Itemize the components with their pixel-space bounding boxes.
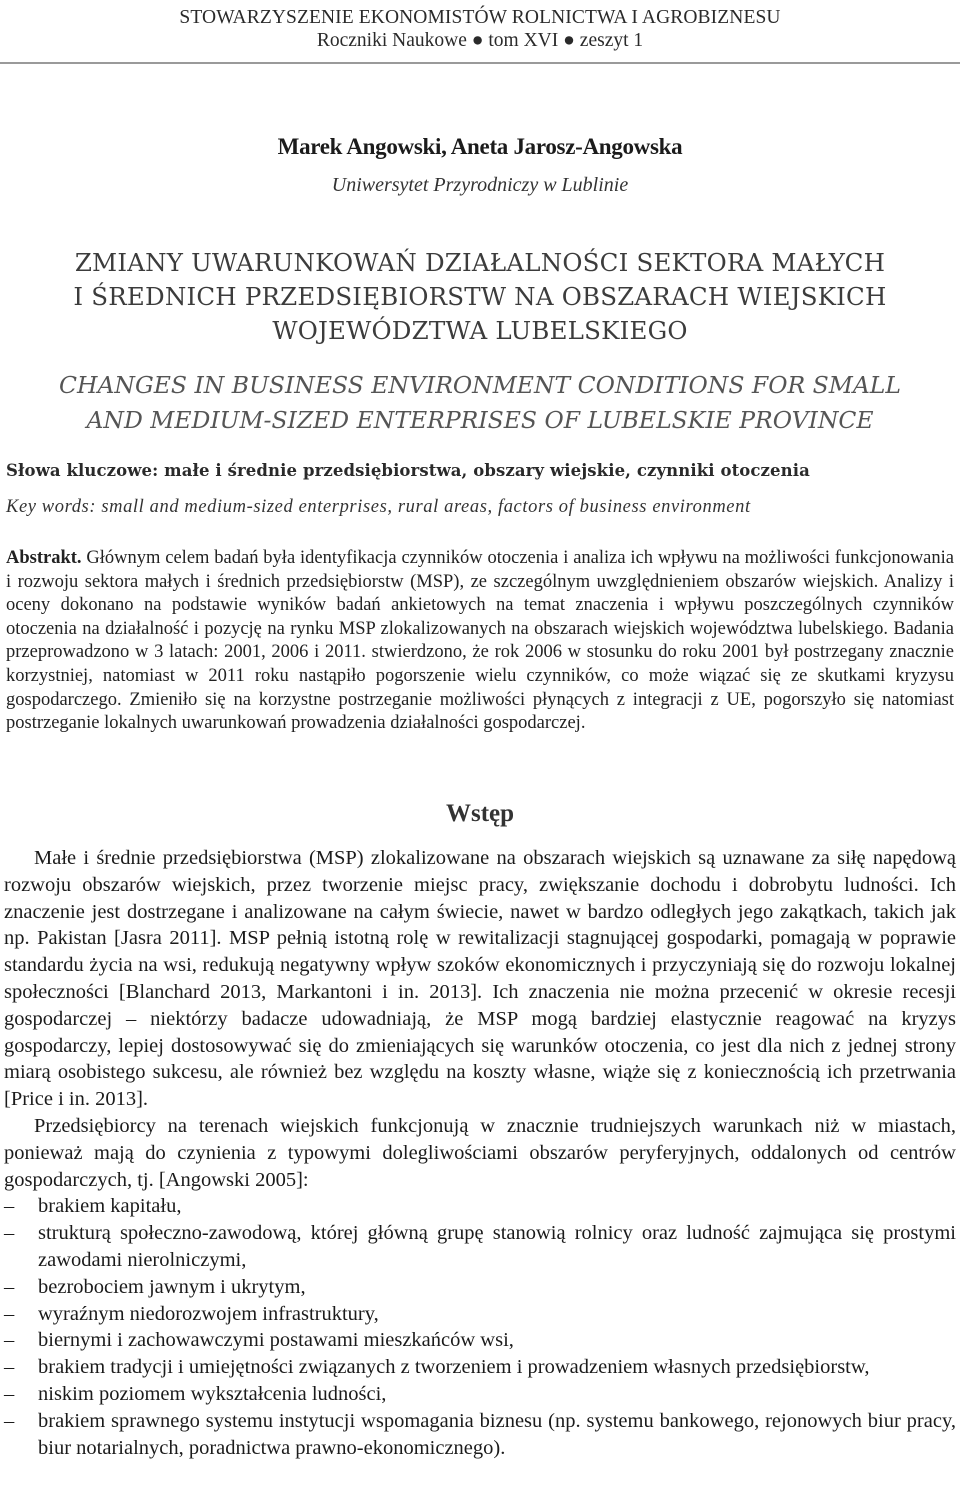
abstract-label: Abstrakt. <box>6 548 82 568</box>
header-divider <box>0 62 960 64</box>
list-item-text: wyraźnym niedorozwojem infrastruktury, <box>38 1302 379 1325</box>
affiliation: Uniwersytet Przyrodniczy w Lublinie <box>331 174 629 196</box>
volume-number: tom XVI <box>488 30 559 51</box>
dash-bullet: – <box>4 1275 15 1298</box>
factor-list <box>4 1193 956 1461</box>
keywords-polish: Słowa kluczowe: małe i średnie przedsiębiorstwa, obszary wiejskie, czynniki otoczenia <box>6 461 810 480</box>
body-text <box>4 845 956 1461</box>
section-title: Wstęp <box>445 800 515 827</box>
journal-volume-line <box>0 29 960 53</box>
dash-bullet: – <box>4 1356 15 1379</box>
title-polish-line: WOJEWÓDZTWA LUBELSKIEGO <box>272 316 688 345</box>
list-item-text: biernymi i zachowawczymi postawami mieszkańców wsi, <box>38 1329 514 1352</box>
bullet-separator: ● <box>471 30 484 51</box>
title-english-line: CHANGES IN BUSINESS ENVIRONMENT CONDITIONS FOR SMALL <box>58 371 902 399</box>
list-item <box>4 1193 956 1220</box>
dash-bullet: – <box>4 1382 15 1405</box>
journal-name: Roczniki Naukowe <box>316 30 467 51</box>
list-item <box>4 1381 956 1408</box>
dash-bullet: – <box>4 1302 15 1325</box>
title-polish <box>0 246 960 348</box>
journal-header <box>0 0 960 53</box>
title-english-line: AND MEDIUM-SIZED ENTERPRISES OF LUBELSKIE PROVINCE <box>86 406 874 434</box>
list-item-text: brakiem tradycji i umiejętności związanych z tworzeniem i prowadzeniem własnych przedsiębiorstw, <box>38 1356 870 1379</box>
authors: Marek Angowski, Aneta Jarosz-Angowska <box>277 134 683 159</box>
list-item <box>4 1408 956 1462</box>
title-polish-line: I ŚREDNICH PRZEDSIĘBIORSTW NA OBSZARACH WIEJSKICH <box>73 282 887 311</box>
paragraph: Przedsiębiorcy na terenach wiejskich funkcjonują w znacznie trudniejszych warunkach niż w miastach, ponieważ mają do czynienia z typowymi dolegliwościami obszarów peryferyjnych, oddalonych od centrów gospodarczych, tj. [Angowski 2005]: <box>4 1114 956 1191</box>
list-item-text: brakiem kapitału, <box>38 1195 182 1218</box>
list-item-text: brakiem sprawnego systemu instytucji wspomagania biznesu (np. systemu bankowego, rejonowych biur pracy, biur notarialnych, poradnictwa prawno-ekonomicznego). <box>38 1409 956 1459</box>
title-english <box>0 368 960 438</box>
list-item <box>4 1274 956 1301</box>
list-item-text: niskim poziomem wykształcenia ludności, <box>38 1382 387 1405</box>
dash-bullet: – <box>4 1409 15 1432</box>
list-item <box>4 1220 956 1274</box>
list-item <box>4 1301 956 1328</box>
list-item <box>4 1327 956 1354</box>
dash-bullet: – <box>4 1195 15 1218</box>
abstract-text: Głównym celem badań była identyfikacja czynników otoczenia i analiza ich wpływu na możliwości funkcjonowania i rozwoju sektora małych i średnich przedsiębiorstw (MSP), ze szczególnym uwzględnieniem obszarów wiejskich. Analizy i oceny dokonano na podstawie wyników badań ankietowych na temat znaczenia i wpływu poszczególnych czynników otoczenia na działalność i pozycję na rynku MSP zlokalizowanych na obszarach wiejskich województwa lubelskiego. Badania przeprowadzono w 3 latach: 2001, 2006 i 2011. stwierdzono, że rok 2006 w stosunku do roku 2001 był postrzegany znacznie korzystniej, natomiast w 2011 roku nastąpiło pogorszenie wielu czynników, co może wiązać się ze skutkami kryzysu gospodarczego. Zmieniło się na korzystne postrzeganie możliwości płynących z integracji z UE, pogorszyło się natomiast postrzeganie lokalnych uwarunkowań prowadzenia działalności gospodarczej. <box>6 548 954 734</box>
abstract <box>6 547 954 736</box>
bullet-separator: ● <box>563 30 575 51</box>
society-name: STOWARZYSZENIE EKONOMISTÓW ROLNICTWA I AGROBIZNESU <box>179 7 781 28</box>
dash-bullet: – <box>4 1222 15 1245</box>
paragraph: Małe i średnie przedsiębiorstwa (MSP) zlokalizowane na obszarach wiejskich są uznawane za siłę napędową rozwoju obszarów wiejskich, przez tworzenie miejsc pracy, zwiększanie dochodu i dobrobytu ludności. Ich znaczenie jest dostrzegane i analizowane na całym świecie, nawet w bardzo odległych jego zakątkach, takich jak np. Pakistan [Jasra 2011]. MSP pełnią istotną rolę w rewitalizacji stagnującej gospodarki, pomagają w poprawie standardu życia na wsi, redukują negatywny wpływ szoków ekonomicznych i przyczyniają się do rozwoju lokalnej społeczności [Blanchard 2013, Markantoni i in. 2013]. Ich znaczenia nie można przecenić w okresie recesji gospodarczej – niektórzy badacze udowadniają, że MSP mogą bardziej elastycznie reagować na kryzys gospodarczy, lepiej dostosowywać się do zmieniających się warunków otoczenia, co jest dla nich z jednej strony miarą osobistego sukcesu, ale również bez względu na koszty własne, wiąże się z koniecznością ich przetrwania [Price i in. 2013]. <box>4 847 956 1111</box>
keywords-english: Key words: small and medium-sized enterprises, rural areas, factors of business environment <box>6 497 751 517</box>
issue-number: zeszyt 1 <box>579 30 644 51</box>
title-polish-line: ZMIANY UWARUNKOWAŃ DZIAŁALNOŚCI SEKTORA MAŁYCH <box>74 248 886 277</box>
dash-bullet: – <box>4 1329 15 1352</box>
list-item-text: strukturą społeczno-zawodową, której główną grupę stanowią rolnicy oraz ludność zajmująca się prostymi zawodami nierolniczymi, <box>38 1222 956 1271</box>
list-item <box>4 1354 956 1381</box>
list-item-text: bezrobociem jawnym i ukrytym, <box>38 1275 306 1298</box>
